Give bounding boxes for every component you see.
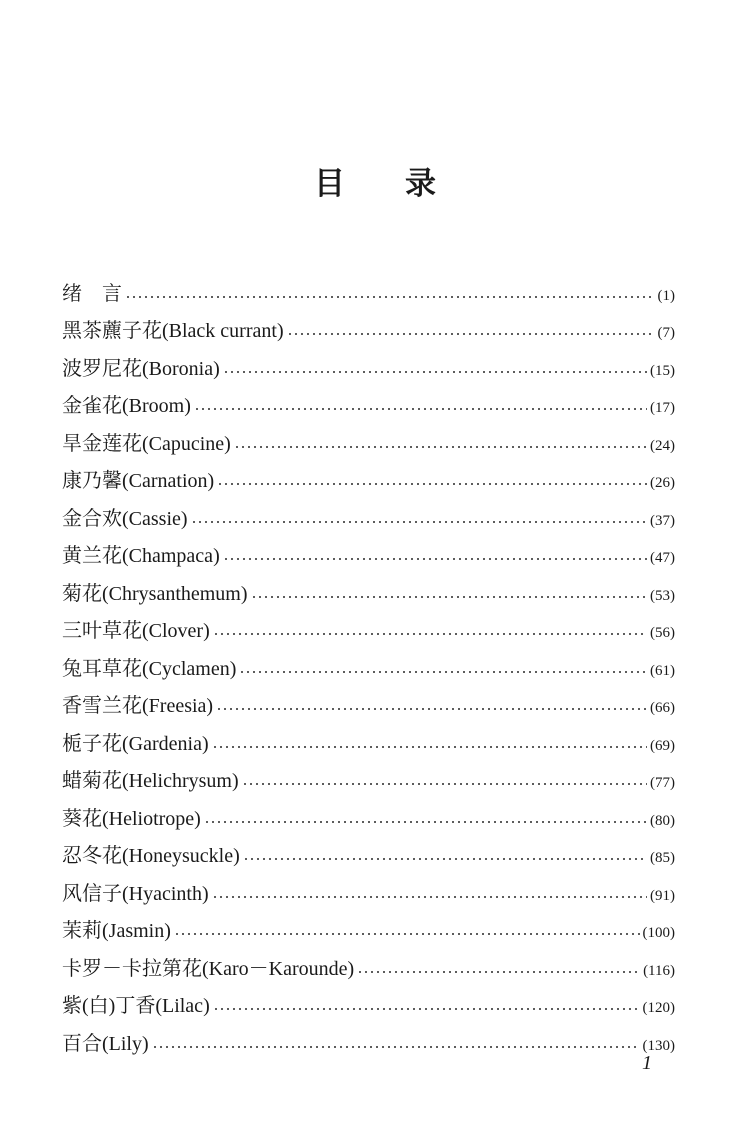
toc-entry (62, 1018, 675, 1056)
table-of-contents (62, 268, 675, 1056)
toc-entry (62, 606, 675, 644)
dot-leader (216, 707, 647, 711)
toc-entry-page: (53) (650, 587, 675, 604)
dot-leader (251, 595, 647, 599)
title-char-2: 录 (405, 166, 436, 201)
toc-entry (62, 493, 675, 531)
toc-entry (62, 568, 675, 606)
toc-entry-page: (130) (642, 1037, 675, 1054)
toc-entry (62, 268, 675, 306)
toc-entry-page: (17) (650, 400, 675, 416)
toc-entry-page: (91) (650, 887, 675, 904)
toc-entry (62, 418, 675, 456)
dot-leader (174, 932, 640, 936)
toc-entry-page: (7) (657, 325, 675, 341)
toc-entry (62, 381, 675, 419)
toc-entry-label: 紫(白)丁香(Lilac) (62, 995, 210, 1017)
toc-entry-label: 葵花(Heliotrope) (62, 807, 201, 830)
toc-entry (62, 531, 675, 569)
toc-entry-label: 三叶草花(Clover) (62, 620, 210, 642)
dot-leader (223, 370, 647, 374)
dot-leader (152, 1045, 640, 1049)
toc-entry-page: (61) (650, 662, 675, 679)
toc-entry (62, 643, 675, 681)
toc-entry-page: (56) (650, 625, 675, 641)
dot-leader (204, 820, 647, 824)
toc-entry-page: (66) (650, 700, 675, 716)
toc-entry-label: 忍冬花(Honeysuckle) (62, 845, 240, 867)
toc-entry-page: (47) (650, 550, 675, 566)
toc-entry-label: 绪 言 (62, 282, 122, 305)
dot-leader (194, 407, 647, 411)
toc-entry-label: 黑茶藨子花(Black currant) (62, 320, 284, 342)
title-char-1: 目 (314, 166, 345, 201)
dot-leader (125, 295, 655, 299)
dot-leader (357, 970, 640, 974)
dot-leader (191, 520, 647, 524)
toc-entry-page: (1) (657, 287, 675, 304)
dot-leader (243, 857, 647, 861)
dot-leader (223, 557, 647, 561)
toc-entry-page: (24) (650, 437, 675, 454)
toc-entry (62, 756, 675, 794)
toc-entry (62, 906, 675, 944)
toc-entry-label: 菊花(Chrysanthemum) (62, 582, 248, 605)
toc-entry (62, 456, 675, 494)
toc-entry (62, 718, 675, 756)
toc-entry (62, 306, 675, 344)
toc-entry-page: (69) (650, 737, 675, 754)
toc-entry (62, 981, 675, 1019)
toc-entry-label: 百合(Lily) (62, 1032, 149, 1055)
dot-leader (217, 482, 647, 486)
toc-entry-page: (120) (642, 1000, 675, 1016)
toc-entry (62, 793, 675, 831)
toc-entry-label: 旱金莲花(Capucine) (62, 432, 231, 455)
toc-entry-label: 波罗尼花(Boronia) (62, 357, 220, 380)
dot-leader (287, 332, 655, 336)
toc-entry-label: 蜡菊花(Helichrysum) (62, 770, 239, 792)
toc-entry-page: (80) (650, 812, 675, 829)
toc-entry-page: (100) (642, 925, 675, 941)
dot-leader (239, 670, 647, 674)
toc-entry-label: 金合欢(Cassie) (62, 507, 188, 530)
toc-entry-label: 茉莉(Jasmin) (62, 920, 171, 942)
toc-entry-page: (85) (650, 850, 675, 866)
toc-entry-label: 金雀花(Broom) (62, 395, 191, 417)
toc-entry-label: 黄兰花(Champaca) (62, 545, 220, 567)
toc-entry (62, 868, 675, 906)
toc-entry (62, 343, 675, 381)
toc-entry-label: 栀子花(Gardenia) (62, 732, 209, 755)
dot-leader (212, 895, 647, 899)
toc-entry-page: (37) (650, 512, 675, 529)
dot-leader (234, 445, 647, 449)
dot-leader (213, 1007, 640, 1011)
toc-entry-label: 香雪兰花(Freesia) (62, 695, 214, 717)
toc-entry-label: 卡罗－卡拉第花(Karo－Karounde) (62, 957, 355, 980)
toc-entry (62, 681, 675, 719)
toc-entry-label: 康乃馨(Carnation) (62, 470, 215, 492)
toc-entry-label: 风信子(Hyacinth) (62, 882, 209, 905)
dot-leader (213, 632, 647, 636)
dot-leader (212, 745, 647, 749)
toc-entry-page: (116) (643, 962, 675, 979)
toc-entry-page: (15) (650, 362, 675, 379)
toc-entry-page: (26) (650, 475, 675, 491)
toc-entry-page: (77) (650, 775, 675, 791)
dot-leader (242, 782, 647, 786)
toc-entry-label: 兔耳草花(Cyclamen) (62, 657, 237, 680)
toc-entry (62, 943, 675, 981)
page-title (0, 158, 750, 203)
page-number: 1 (642, 1052, 652, 1074)
toc-entry (62, 831, 675, 869)
